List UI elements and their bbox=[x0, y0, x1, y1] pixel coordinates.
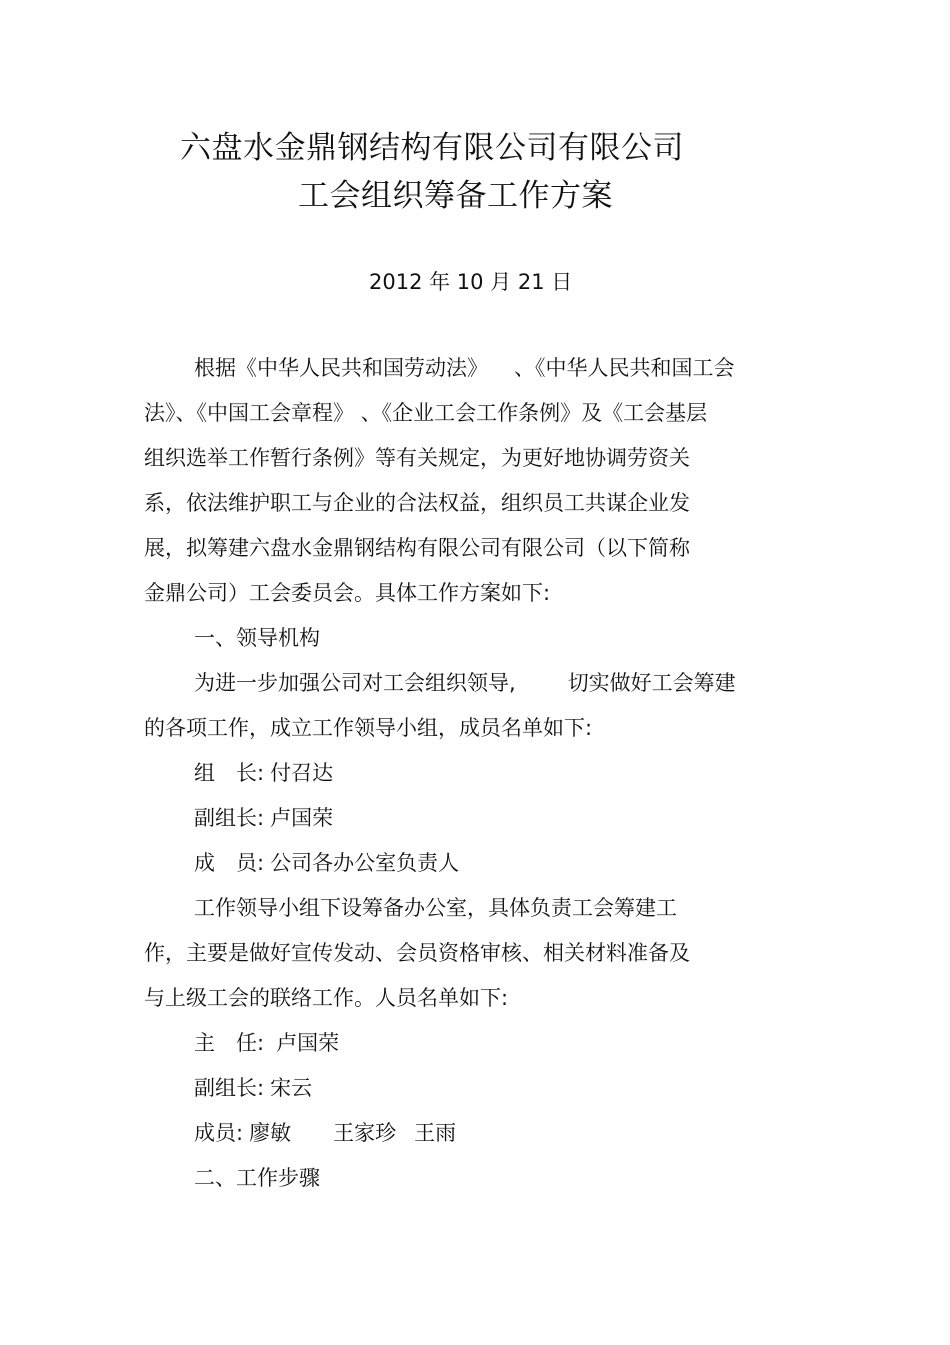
intro-line-6: 金鼎公司）工会委员会。具体工作方案如下: bbox=[144, 581, 551, 605]
office-member-name: 王雨 bbox=[414, 1121, 457, 1145]
members-row bbox=[194, 848, 459, 878]
leader-name: 付召达 bbox=[270, 761, 334, 785]
deputy-leader-label: 副组长: bbox=[194, 806, 265, 830]
intro-line-2: 法》、《中国工会章程》 、《企业工会工作条例》及《工会基层 bbox=[144, 401, 708, 425]
director-row bbox=[194, 1028, 339, 1058]
director-label: 主 任: bbox=[194, 1031, 265, 1055]
document-title-line1: 六盘水金鼎钢结构有限公司有限公司 bbox=[180, 130, 684, 166]
intro-line-4: 系，依法维护职工与企业的合法权益，组织员工共谋企业发 bbox=[144, 491, 690, 515]
members-label: 成 员: bbox=[194, 851, 265, 875]
section1-heading: 一、领导机构 bbox=[194, 626, 320, 650]
leader-row bbox=[194, 758, 333, 788]
members-name: 公司各办公室负责人 bbox=[270, 851, 460, 875]
section1-para1-line1a: 为进一步加强公司对工会组织领导, bbox=[194, 671, 516, 695]
intro-line-1 bbox=[194, 353, 735, 383]
intro-line-5: 展，拟筹建六盘水金鼎钢结构有限公司有限公司（以下简称 bbox=[144, 536, 690, 560]
section1-para2-line2: 作，主要是做好宣传发动、会员资格审核、相关材料准备及 bbox=[144, 941, 690, 965]
section1-para2-line3: 与上级工会的联络工作。人员名单如下: bbox=[144, 986, 509, 1010]
intro-line-1a: 根据《中华人民共和国劳动法》 bbox=[194, 356, 488, 380]
office-member-name: 廖敏 bbox=[249, 1121, 292, 1145]
office-members-label: 成员: bbox=[194, 1121, 244, 1145]
intro-line-1b: 、《中华人民共和国工会 bbox=[514, 356, 735, 380]
section2-heading: 二、工作步骤 bbox=[194, 1166, 320, 1190]
intro-line-3: 组织选举工作暂行条例》等有关规定，为更好地协调劳资关 bbox=[144, 446, 690, 470]
office-deputy-label: 副组长: bbox=[194, 1076, 265, 1100]
section1-para1-line1 bbox=[194, 668, 736, 698]
director-name: 卢国荣 bbox=[276, 1031, 340, 1055]
deputy-leader-name: 卢国荣 bbox=[270, 806, 334, 830]
office-member-name: 王家珍 bbox=[333, 1121, 397, 1145]
section1-para2-line1: 工作领导小组下设筹备办公室，具体负责工会筹建工 bbox=[194, 896, 677, 920]
office-deputy-name: 宋云 bbox=[270, 1076, 313, 1100]
deputy-leader-row bbox=[194, 803, 333, 833]
section1-para1-line1b: 切实做好工会筹建 bbox=[567, 671, 736, 695]
section1-para1-line2: 的各项工作，成立工作领导小组，成员名单如下: bbox=[144, 716, 593, 740]
document-date: 2012 年 10 月 21 日 bbox=[369, 270, 573, 294]
office-members-row bbox=[194, 1118, 456, 1148]
leader-label: 组 长: bbox=[194, 761, 265, 785]
office-deputy-row bbox=[194, 1073, 312, 1103]
document-title-line2: 工会组织筹备工作方案 bbox=[298, 178, 613, 214]
